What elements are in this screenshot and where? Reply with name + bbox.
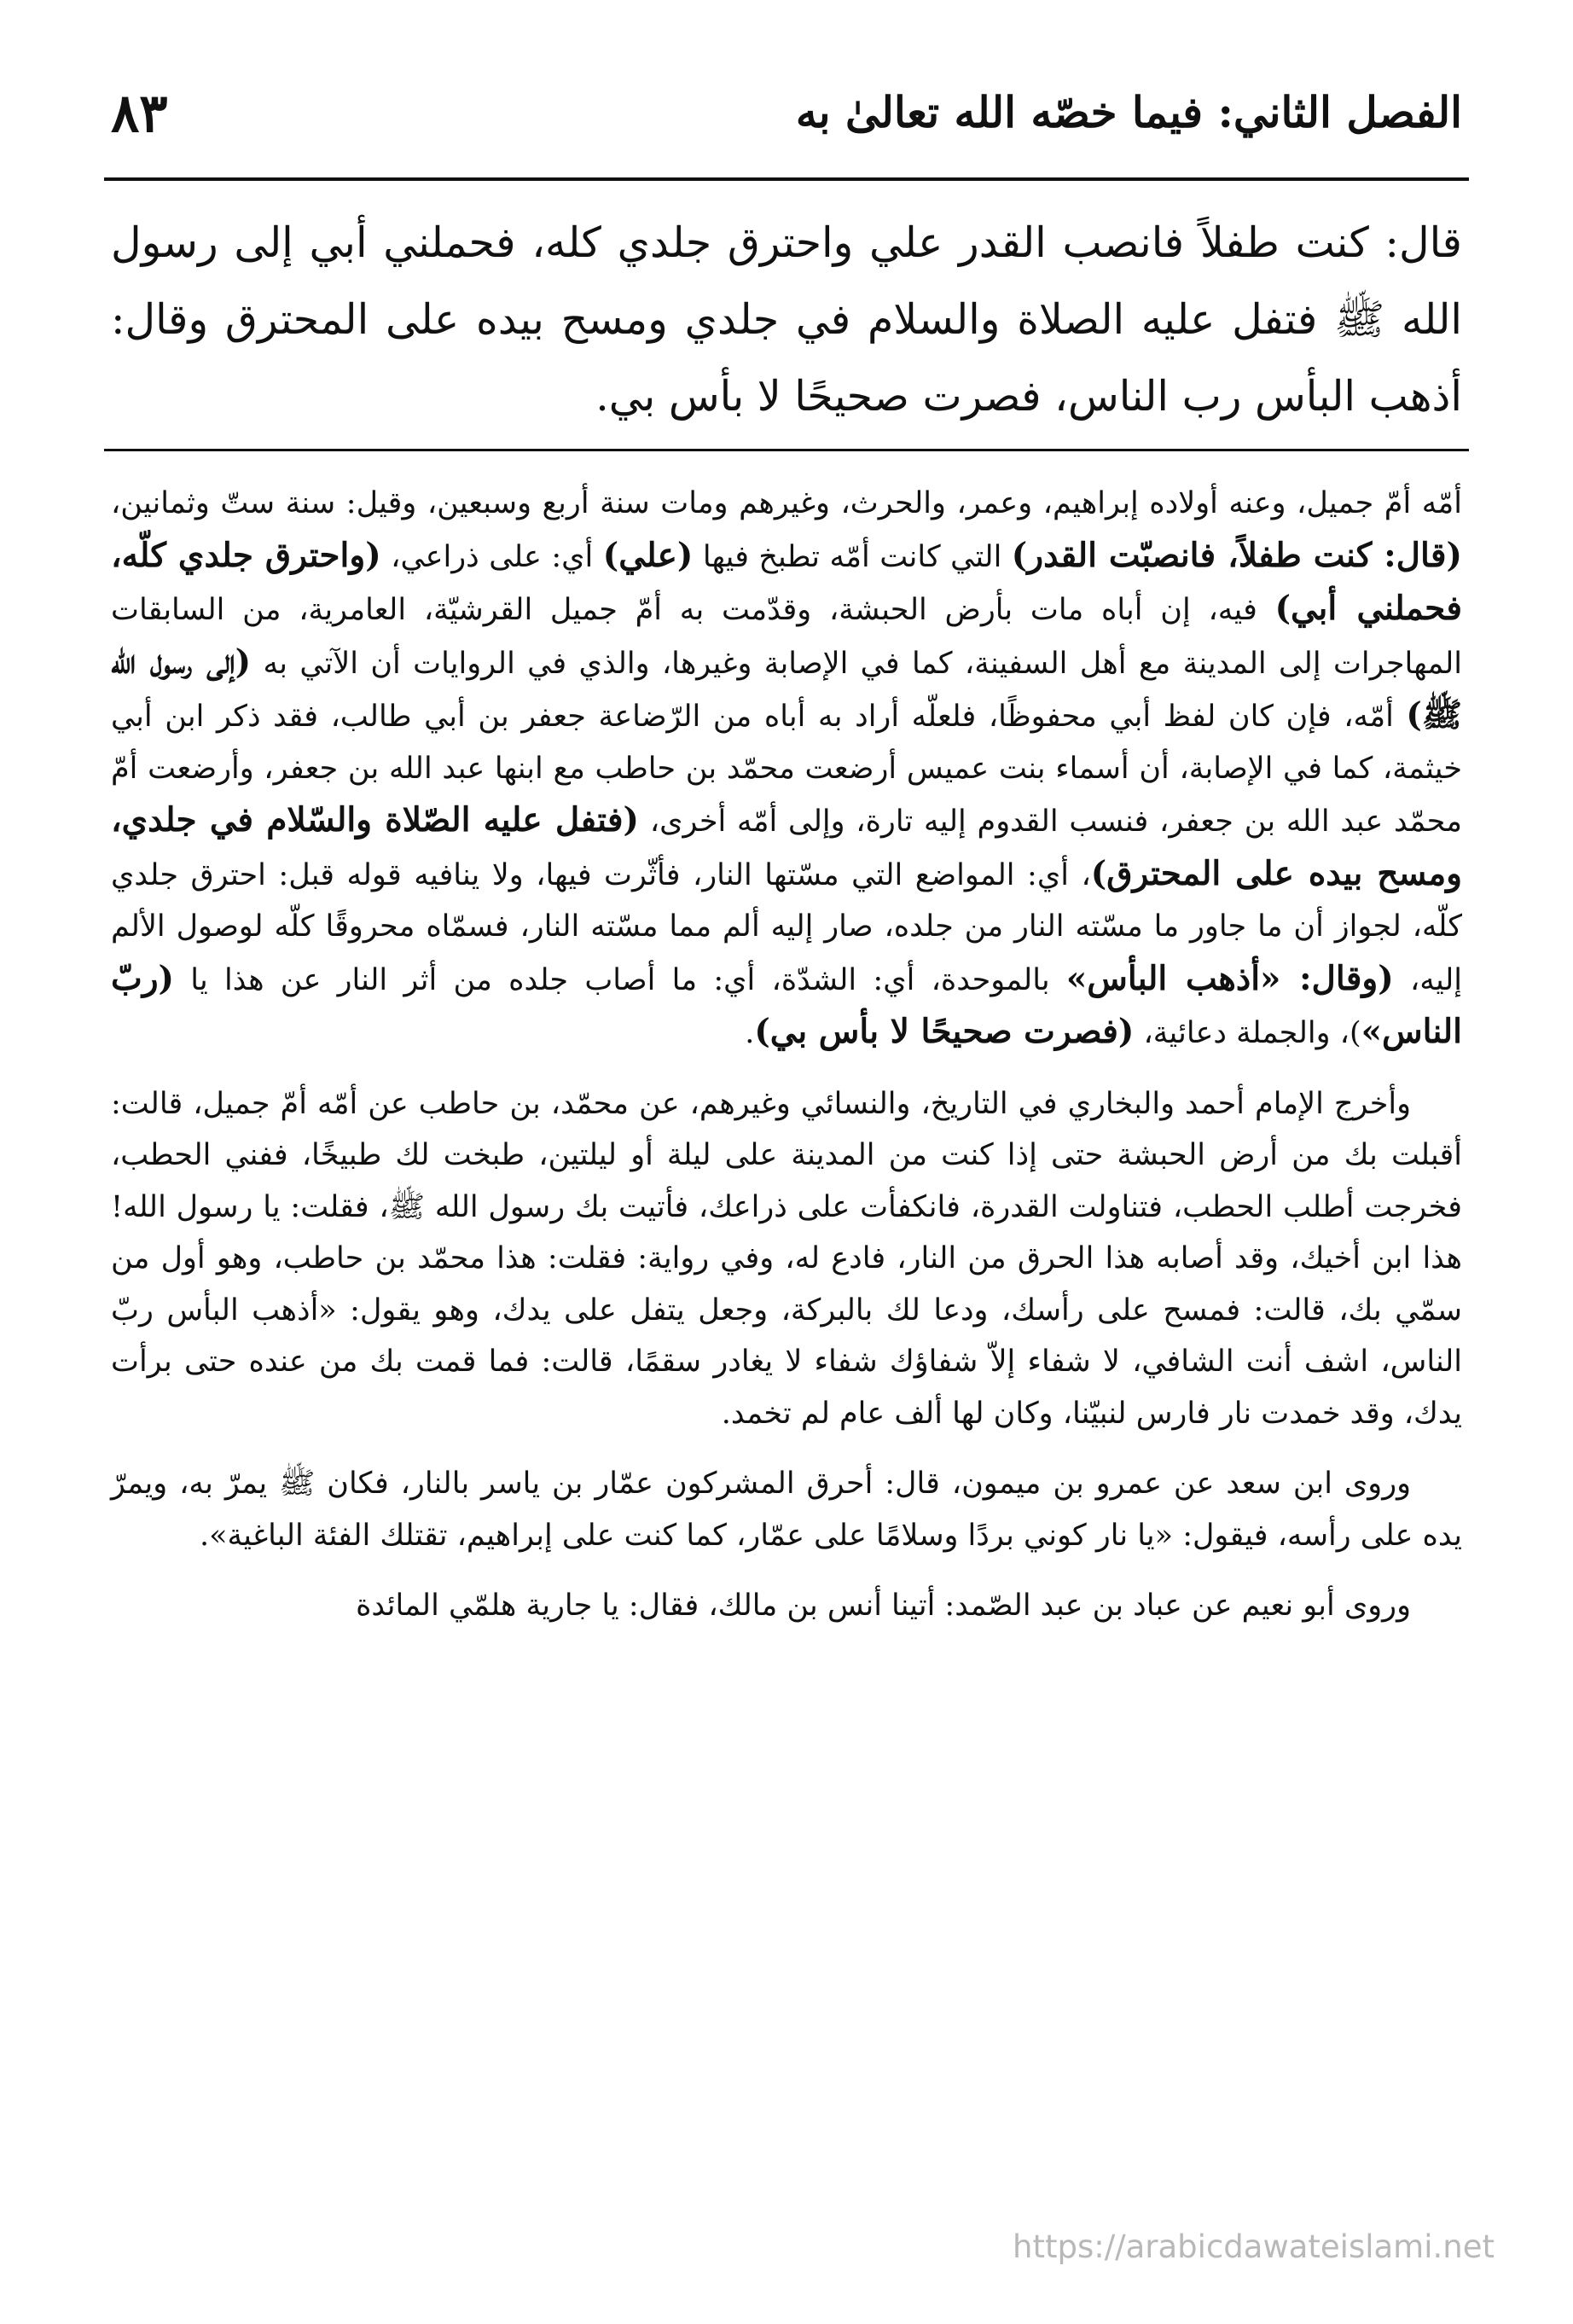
main-text: قال: كنت طفلاً فانصب القدر علي واحترق جلدي كله، فحملني أبي إلى رسول الله ﷺ فتفل عليه الصلاة والسلام في جلدي ومسح بيده على المحترق وقال: أذهب البأس رب الناس، فصرت صحيحًا لا بأس بي.: [111, 218, 1462, 421]
commentary-paragraph-2: وأخرج الإمام أحمد والبخاري في التاريخ، والنسائي وغيرهم، عن محمّد، بن حاطب عن أمّه أمّ جميل، قالت: أقبلت بك من أرض الحبشة حتى إذا كنت من المدينة على ليلة أو ليلتين، طبخت لك طبيخًا، ففني الحطب، فخرجت أطلب الحطب، فتناولت القدرة، فانكفأت على ذراعك، فأتيت بك رسول الله ﷺ، فقلت: يا رسول الله! هذا ابن أخيك، وقد أصابه هذا الحرق من النار، فادع له، وفي رواية: فقلت: هذا محمّد بن حاطب، وهو أول من سمّي بك، قالت: فمسح على رأسك، ودعا لك بالبركة، وجعل يتفل على يدك، وهو يقول: «أذهب البأس ربّ الناس، اشف أنت الشافي، لا شفاء إلاّ شفاؤك شفاء لا يغادر سقمًا، قالت: فما قمت بك من عنده حتى برأت يدك، وقد خمدت نار فارس لنبيّنا، وكان لها ألف عام لم تخمد.: [111, 1086, 1463, 1431]
quoted-phrase: (إلى رسول الله ﷺ): [111, 642, 1462, 735]
chapter-title: الفصل الثاني: فيما خصّه الله تعالىٰ به: [795, 87, 1462, 137]
quoted-phrase: (فصرت صحيحًا لا بأس بي): [754, 1012, 1135, 1051]
commentary-paragraph-3: وروى ابن سعد عن عمرو بن ميمون، قال: أحرق المشركون عمّار بن ياسر بالنار، فكان ﷺ يمرّ به، ويمرّ يده على رأسه، فيقول: «يا نار كوني بردًا وسلامًا على عمّار، كما كنت على إبراهيم، تقتلك الفئة الباغية».: [111, 1467, 1462, 1553]
separator-rule: [104, 449, 1469, 451]
quoted-phrase: (علي): [602, 535, 694, 575]
commentary: [111, 478, 1462, 1632]
watermark-url: https://arabicdawateislami.net: [1013, 2228, 1495, 2265]
quoted-phrase: (فتفل عليه الصّلاة والسّلام في جلدي، ومسح بيده على المحترق): [111, 800, 1462, 893]
page-number: ٨٣: [111, 82, 168, 144]
quoted-phrase: (واحترق جلدي كلّه، فحملني أبي): [111, 535, 1462, 628]
quoted-phrase: (ربّ الناس»: [111, 958, 1462, 1051]
running-header: [111, 78, 1462, 164]
commentary-paragraph-1: أمّه أمّ جميل، وعنه أولاده إبراهيم، وعمر، والحرث، وغيرهم ومات سنة أربع وسبعين، وقيل: سنة ستّ وثمانين، (قال: كنت طفلاً، فانصبّت القدر) التي كانت أمّه تطبخ فيها (علي) أي: على ذراعي، (واحترق جلدي كلّه، فحملني أبي) فيه، إن أباه مات بأرض الحبشة، وقدّمت به أمّ جميل القرشيّة، العامرية، من السابقات المهاجرات إلى المدينة مع أهل السفينة، كما في الإصابة وغيرها، والذي في الروايات أن الآتي به (إلى رسول الله ﷺ) أمّه، فإن كان لفظ أبي محفوظًا، فلعلّه أراد به أباه من الرّضاعة جعفر بن أبي طالب، فقد ذكر ابن أبي خيثمة، كما في الإصابة، أن أسماء بنت عميس أرضعت محمّد بن حاطب مع ابنها عبد الله بن جعفر، وأرضعت أمّ محمّد عبد الله بن جعفر، فنسب القدوم إليه تارة، وإلى أمّه أخرى، (فتفل عليه الصّلاة والسّلام في جلدي، ومسح بيده على المحترق)، أي: المواضع التي مسّتها النار، فأثّرت فيها، ولا ينافيه قوله قبل: احترق جلدي كلّه، لجواز أن ما جاور ما مسّته النار من جلده، صار إليه ألم مما مسّته النار، فسمّاه محروقًا كلّه لوصول الألم إليه، (وقال: «أذهب البأس» بالموحدة، أي: الشدّة، أي: ما أصاب جلده من أثر النار عن هذا يا (ربّ الناس»)، والجملة دعائية، (فصرت صحيحًا لا بأس بي).: [111, 486, 1462, 1051]
commentary-paragraph-4: وروى أبو نعيم عن عباد بن عبد الصّمد: أتينا أنس بن مالك، فقال: يا جارية هلمّي المائدة: [356, 1589, 1411, 1623]
quoted-phrase: (وقال: «أذهب البأس»: [1065, 958, 1394, 998]
header-rule: [104, 177, 1469, 181]
quoted-phrase: (قال: كنت طفلاً، فانصبّت القدر): [1011, 535, 1462, 575]
